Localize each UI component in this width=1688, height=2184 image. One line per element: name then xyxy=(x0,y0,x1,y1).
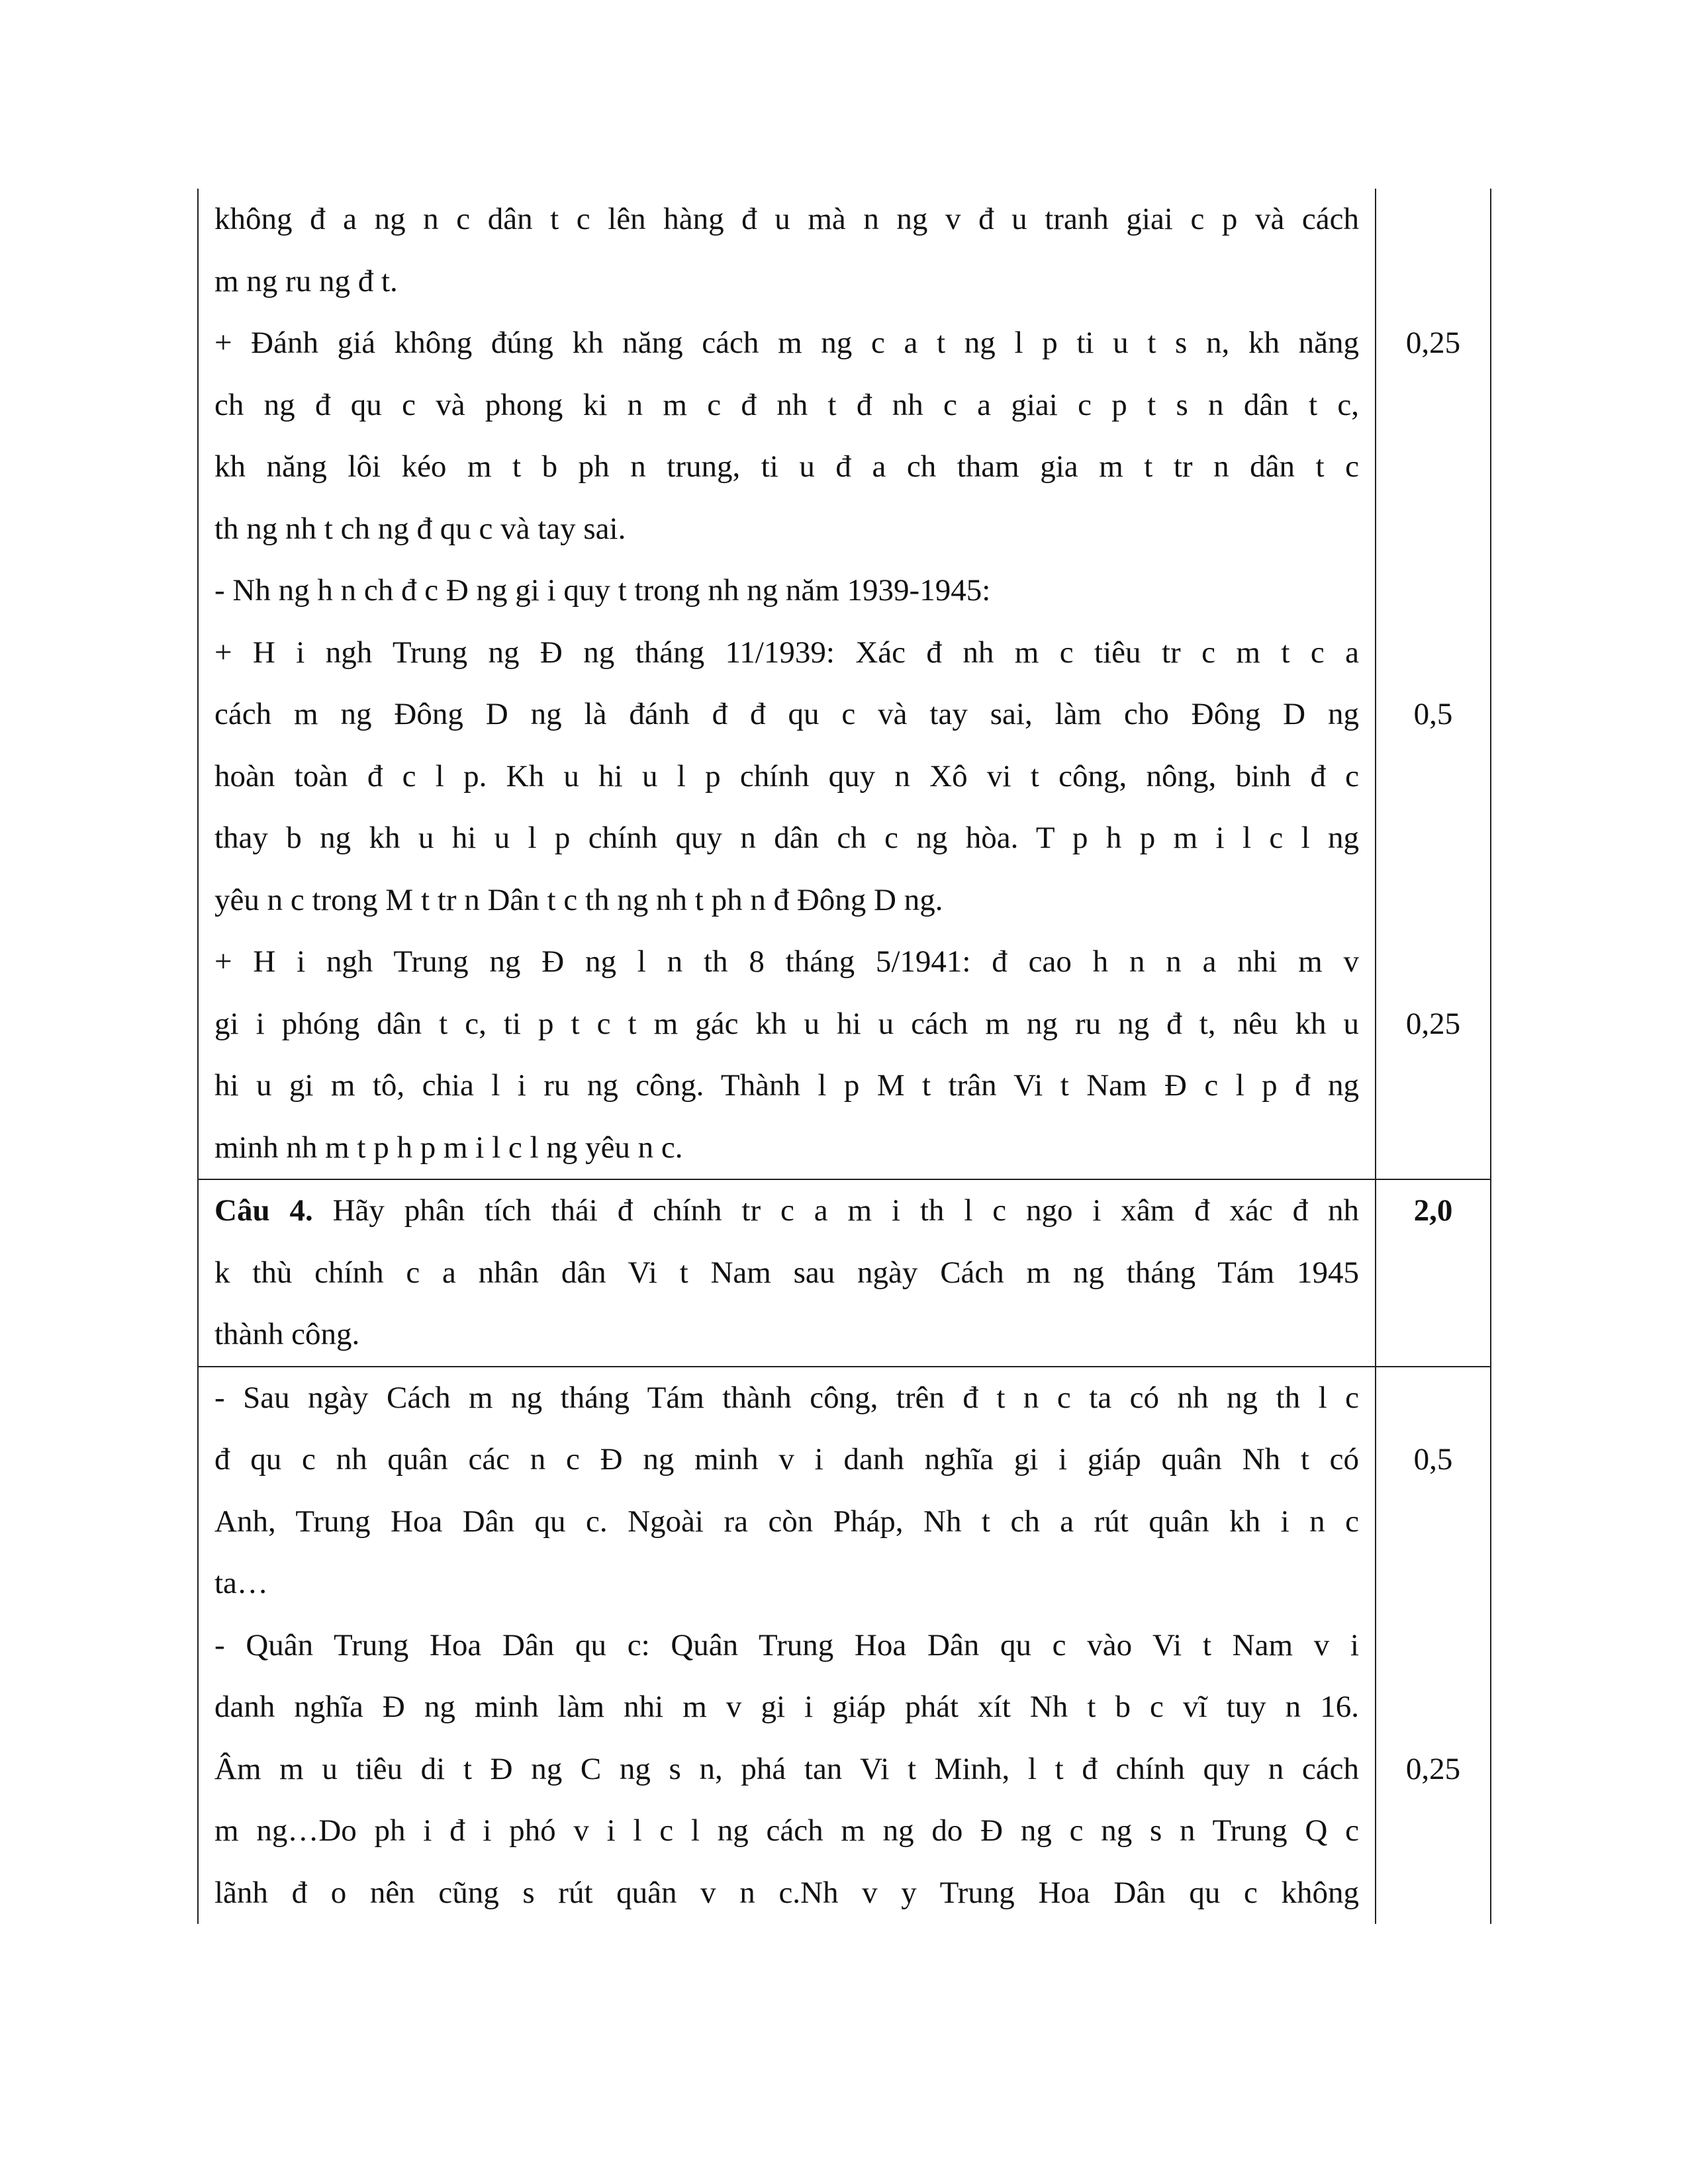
answer-3-line: yêu n c trong M t tr n Dân t c th ng nh t ph n đ Đông D ng. xyxy=(214,882,943,917)
answer-3-line: hoàn toàn đ c l p. Kh u hi u l p chính quy n Xô vi t công, nông, binh đ c xyxy=(214,758,1359,794)
answer-3-line: gi i phóng dân t c, ti p t c t m gác kh u hi u cách m ng ru ng đ t, nêu kh u xyxy=(214,1006,1359,1041)
answer-4-scores xyxy=(1376,1367,1491,1925)
answer-4-line: m ng…Do ph i đ i phó v i l c l ng cách m ng do Đ ng c ng s n Trung Q c xyxy=(214,1813,1359,1848)
answer-4-content xyxy=(198,1367,1376,1925)
answer-3-line: ch ng đ qu c và phong ki n m c đ nh t đ nh c a giai c p t s n dân t c, xyxy=(214,387,1359,422)
answer-3-line: - Nh ng h n ch đ c Đ ng gi i quy t trong nh ng năm 1939-1945: xyxy=(214,573,991,608)
answer-3-line: không đ a ng n c dân t c lên hàng đ u mà n ng v đ u tranh giai c p và cách xyxy=(214,202,1359,236)
answer-3-line: + Đánh giá không đúng kh năng cách m ng c a t ng l p ti u t s n, kh năng xyxy=(214,326,1359,360)
question-4-label: Câu 4. xyxy=(214,1193,313,1228)
answer-key-table-wrapper xyxy=(197,189,1490,1924)
question-4-content xyxy=(198,1179,1376,1367)
answer-4-line: - Sau ngày Cách m ng tháng Tám thành công, trên đ t n c ta có nh ng th l c xyxy=(214,1380,1359,1415)
question-4-line: thành công. xyxy=(214,1317,360,1351)
answer-3-line: thay b ng kh u hi u l p chính quy n dân ch c ng hòa. T p h p m i l c l ng xyxy=(214,821,1359,855)
answer-4-line: Âm m u tiêu di t Đ ng C ng s n, phá tan Vi t Minh, l t đ chính quy n cách xyxy=(214,1751,1359,1786)
table-row-question-4 xyxy=(198,1179,1491,1367)
answer-3-line: + H i ngh Trung ng Đ ng tháng 11/1939: Xác đ nh m c tiêu tr c m t c a xyxy=(214,635,1359,670)
answer-3-scores xyxy=(1376,189,1491,1179)
answer-4-line: lãnh đ o nên cũng s rút quân v n c.Nh v y Trung Hoa Dân qu c không xyxy=(214,1875,1359,1910)
answer-key-table xyxy=(197,189,1491,1924)
answer-4-line: Anh, Trung Hoa Dân qu c. Ngoài ra còn Pháp, Nh t ch a rút quân kh i n c xyxy=(214,1504,1359,1539)
answer-4-line: danh nghĩa Đ ng minh làm nhi m v gi i giáp phát xít Nh t b c vĩ tuy n 16. xyxy=(214,1690,1359,1724)
answer-4-line: - Quân Trung Hoa Dân qu c: Quân Trung Hoa Dân qu c vào Vi t Nam v i xyxy=(214,1627,1359,1662)
answer-3-line: kh năng lôi kéo m t b ph n trung, ti u đ a ch tham gia m t tr n dân t c xyxy=(214,449,1359,484)
question-4-line xyxy=(214,1180,1359,1242)
table-row-answer-4 xyxy=(198,1367,1491,1925)
question-4-score-cell xyxy=(1376,1179,1491,1367)
answer-3-line: cách m ng Đông D ng là đánh đ đ qu c và tay sai, làm cho Đông D ng xyxy=(214,697,1359,731)
answer-3-content xyxy=(198,189,1376,1179)
answer-4-score: 0,25 xyxy=(1405,1751,1461,1786)
answer-3-line: hi u gi m tô, chia l i ru ng công. Thành l p M t trân Vi t Nam Đ c l p đ ng xyxy=(214,1068,1359,1103)
question-4-text: Hãy phân tích thái đ chính tr c a m i th l c ngo i xâm đ xác đ nh xyxy=(312,1193,1359,1228)
answer-4-line: ta… xyxy=(214,1566,268,1600)
answer-3-score: 0,25 xyxy=(1405,326,1461,360)
answer-3-line: minh nh m t p h p m i l c l ng yêu n c. xyxy=(214,1130,683,1165)
question-4-line: k thù chính c a nhân dân Vi t Nam sau ngày Cách m ng tháng Tám 1945 xyxy=(214,1255,1359,1290)
answer-3-score: 0,5 xyxy=(1413,697,1453,731)
answer-3-score: 0,25 xyxy=(1405,1006,1461,1041)
answer-4-line: đ qu c nh quân các n c Đ ng minh v i danh nghĩa gi i giáp quân Nh t có xyxy=(214,1442,1359,1477)
table-row-answer-3 xyxy=(198,189,1491,1179)
answer-3-line: m ng ru ng đ t. xyxy=(214,263,398,298)
question-4-total-score: 2,0 xyxy=(1413,1193,1453,1228)
answer-3-line: th ng nh t ch ng đ qu c và tay sai. xyxy=(214,511,626,546)
answer-3-line: + H i ngh Trung ng Đ ng l n th 8 tháng 5/1941: đ cao h n n a nhi m v xyxy=(214,944,1359,979)
answer-4-score: 0,5 xyxy=(1413,1442,1453,1477)
